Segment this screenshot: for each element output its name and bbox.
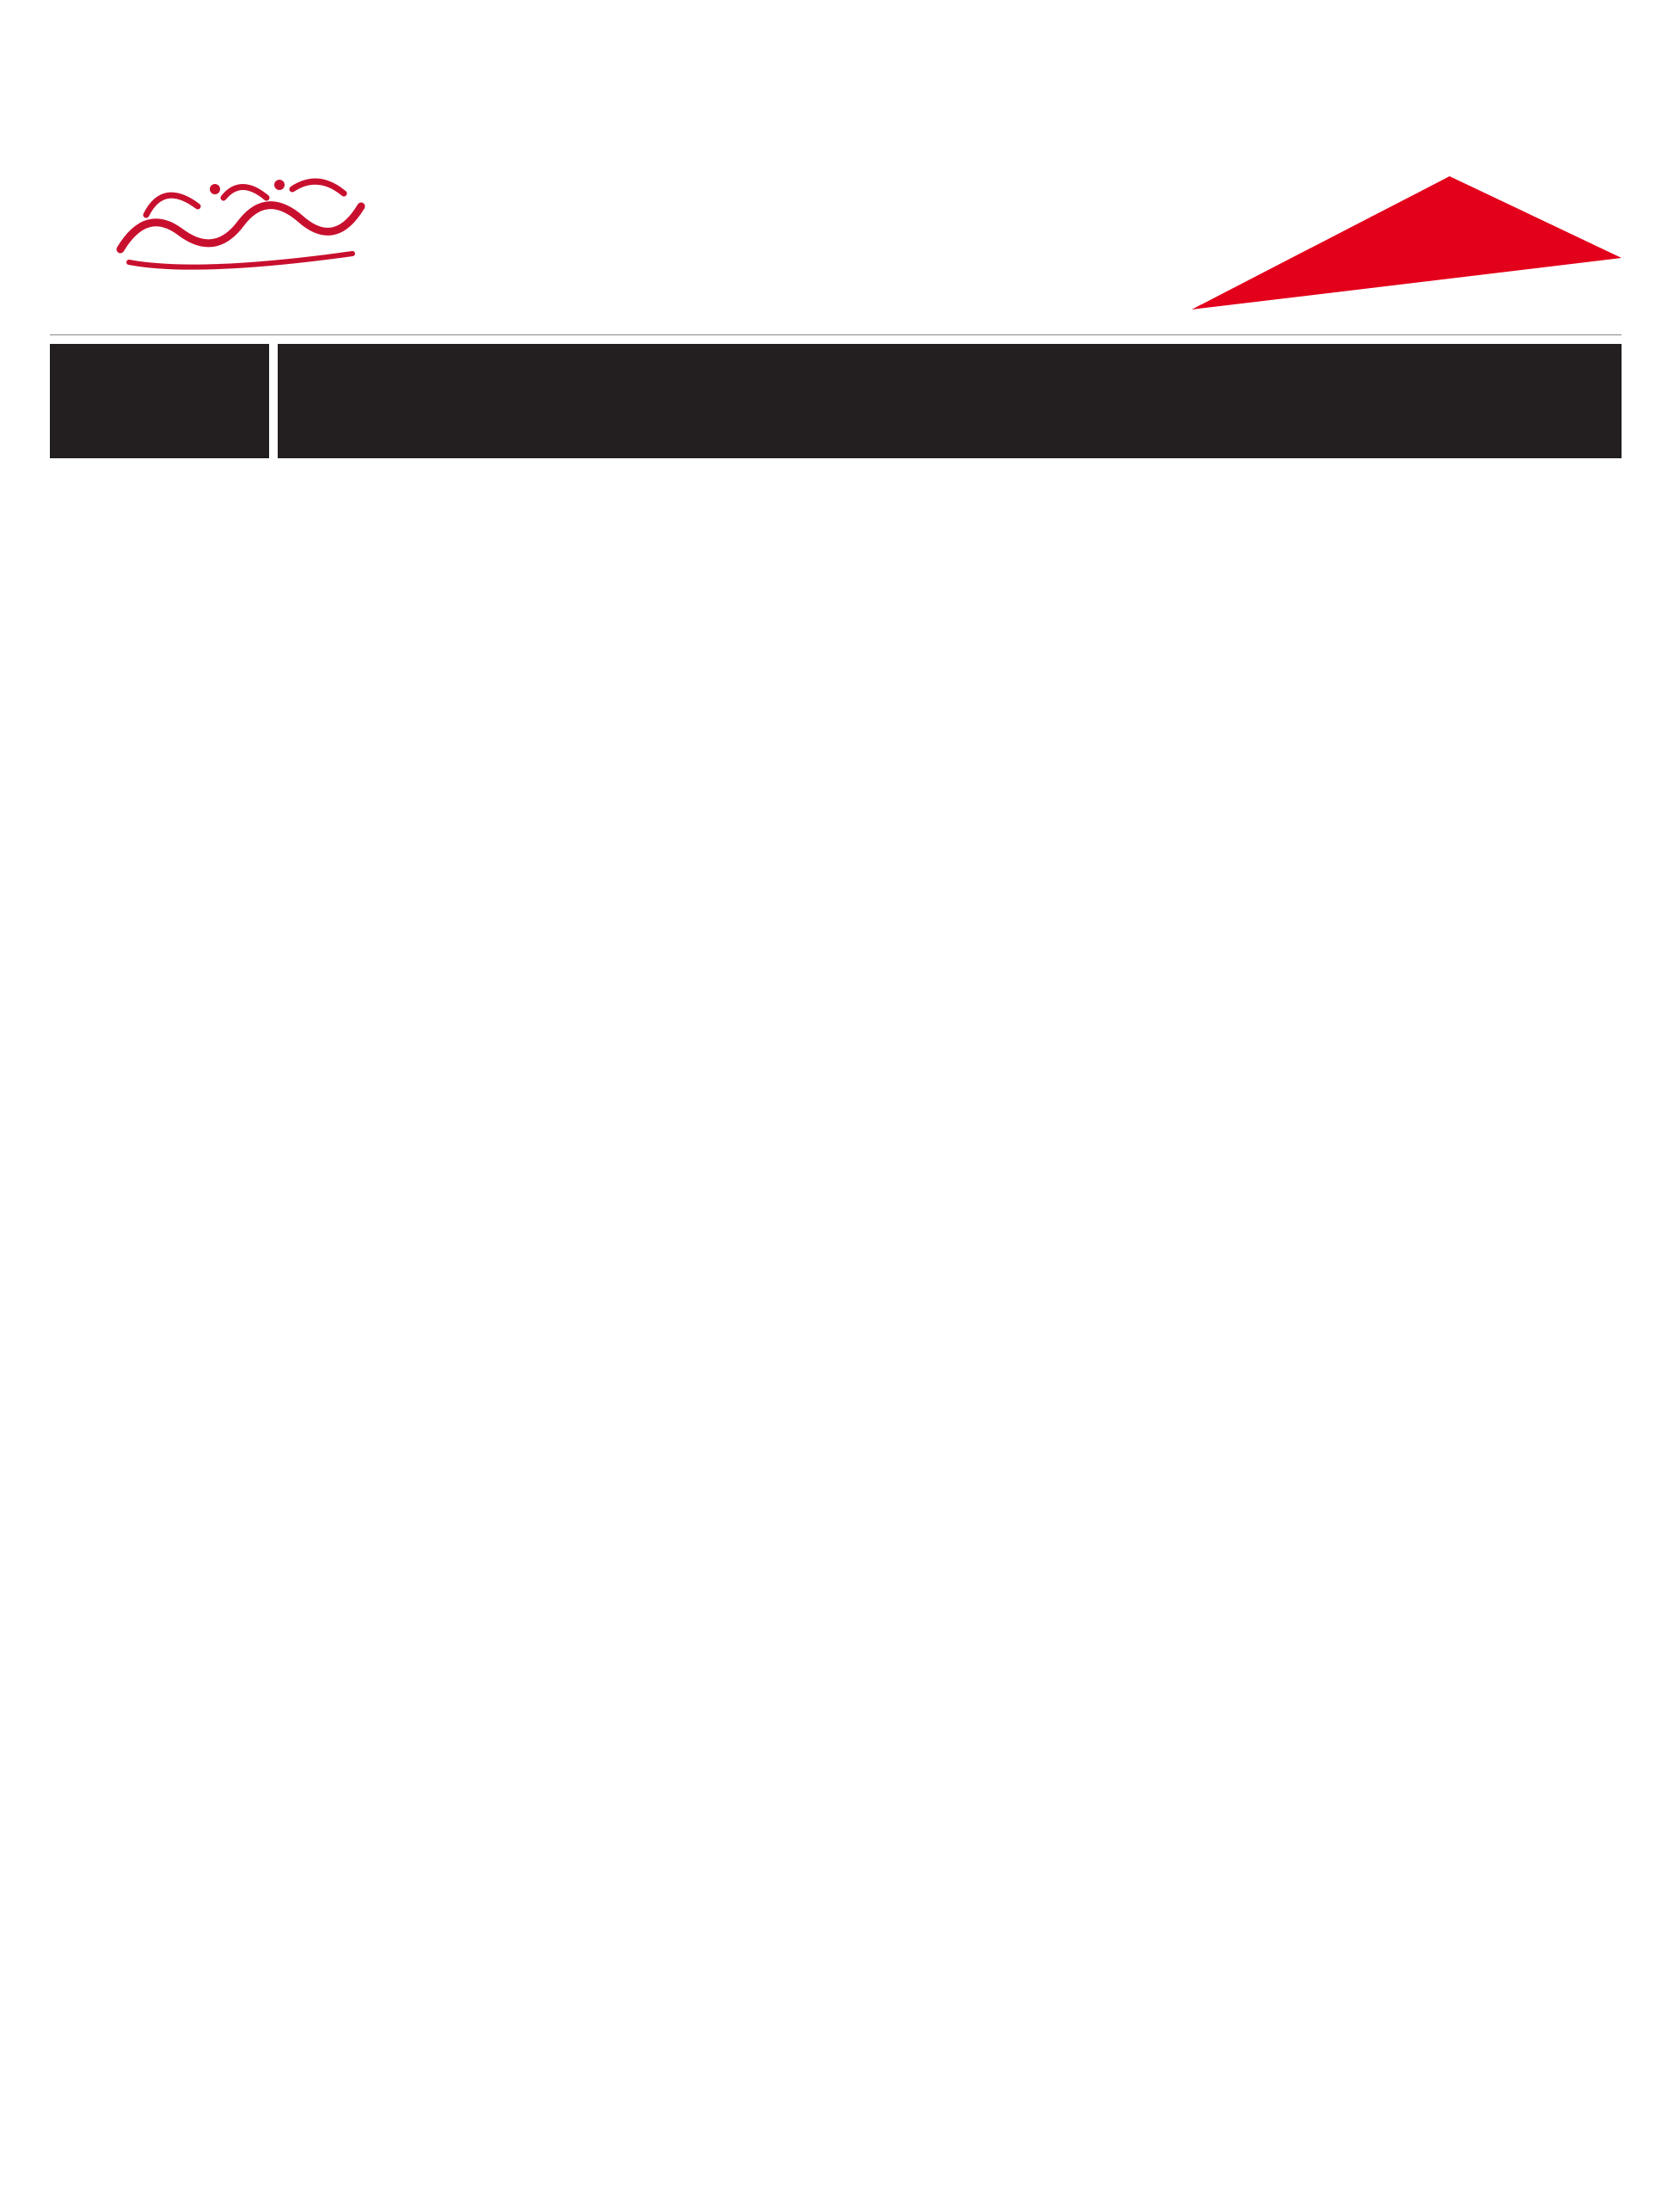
route-number — [50, 344, 269, 458]
government-of-dubai-logo — [95, 172, 387, 301]
header-divider — [50, 334, 1622, 335]
route-title-bar — [278, 344, 1622, 458]
page-header — [0, 0, 1680, 335]
rta-logo — [1192, 176, 1622, 314]
